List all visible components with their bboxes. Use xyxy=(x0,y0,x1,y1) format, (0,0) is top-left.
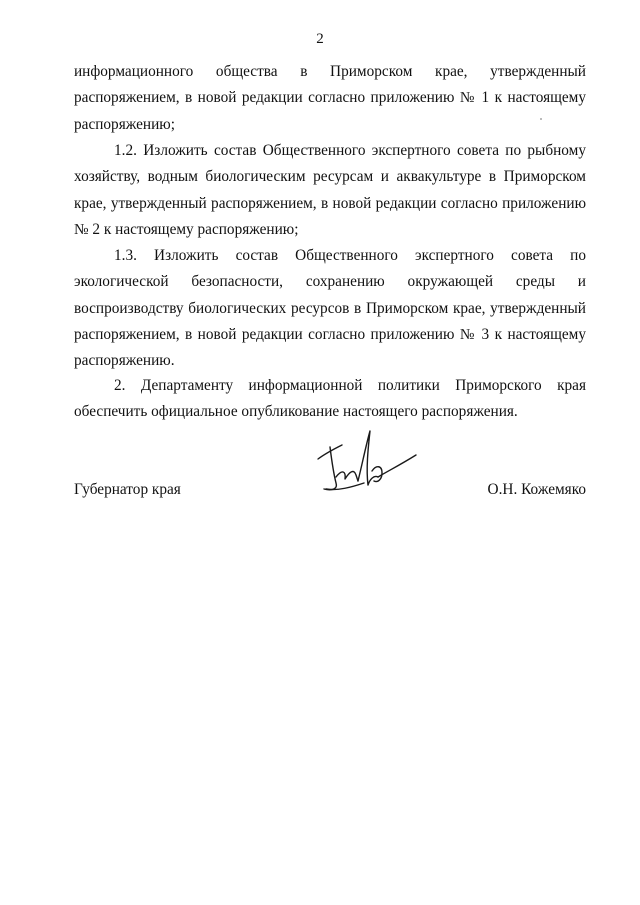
text-line: воспроизводству биологических ресурсов в Приморском крае, утвержденный xyxy=(74,299,586,317)
paragraph-1 xyxy=(74,59,586,138)
text-line: крае, утвержденный распоряжением, в новой редакции согласно приложению xyxy=(74,194,586,212)
text-line: 1.2. Изложить состав Общественного экспертного совета по рыбному xyxy=(114,142,586,159)
text-line: № 2 к настоящему распоряжению; xyxy=(74,220,299,238)
text-line: экологической безопасности, сохранению окружающей среды и xyxy=(74,273,586,291)
paragraph-2 xyxy=(74,373,586,426)
paragraph-1-2 xyxy=(74,138,586,243)
text-line: распоряжению. xyxy=(74,352,175,370)
text-line: распоряжением, в новой редакции согласно приложению № 1 к настоящему xyxy=(74,89,586,107)
text-line: распоряжению; xyxy=(74,115,175,133)
paragraph-1-3 xyxy=(74,243,586,374)
signer-title: Губернатор края xyxy=(74,481,181,498)
text-line: 2. Департаменту информационной политики Приморского края xyxy=(114,377,586,394)
text-line: 1.3. Изложить состав Общественного экспертного совета по xyxy=(114,247,586,264)
handwritten-signature xyxy=(312,425,422,505)
text-line: обеспечить официальное опубликование настоящего распоряжения. xyxy=(74,403,518,421)
text-line: хозяйству, водным биологическим ресурсам и аквакультуре в Приморском xyxy=(74,168,586,186)
signer-name: О.Н. Кожемяко xyxy=(487,481,586,498)
text-line: информационного общества в Приморском крае, утвержденный xyxy=(74,63,586,80)
page-number: 2 xyxy=(316,31,324,47)
text-line: распоряжением, в новой редакции согласно приложению № 3 к настоящему xyxy=(74,325,586,343)
